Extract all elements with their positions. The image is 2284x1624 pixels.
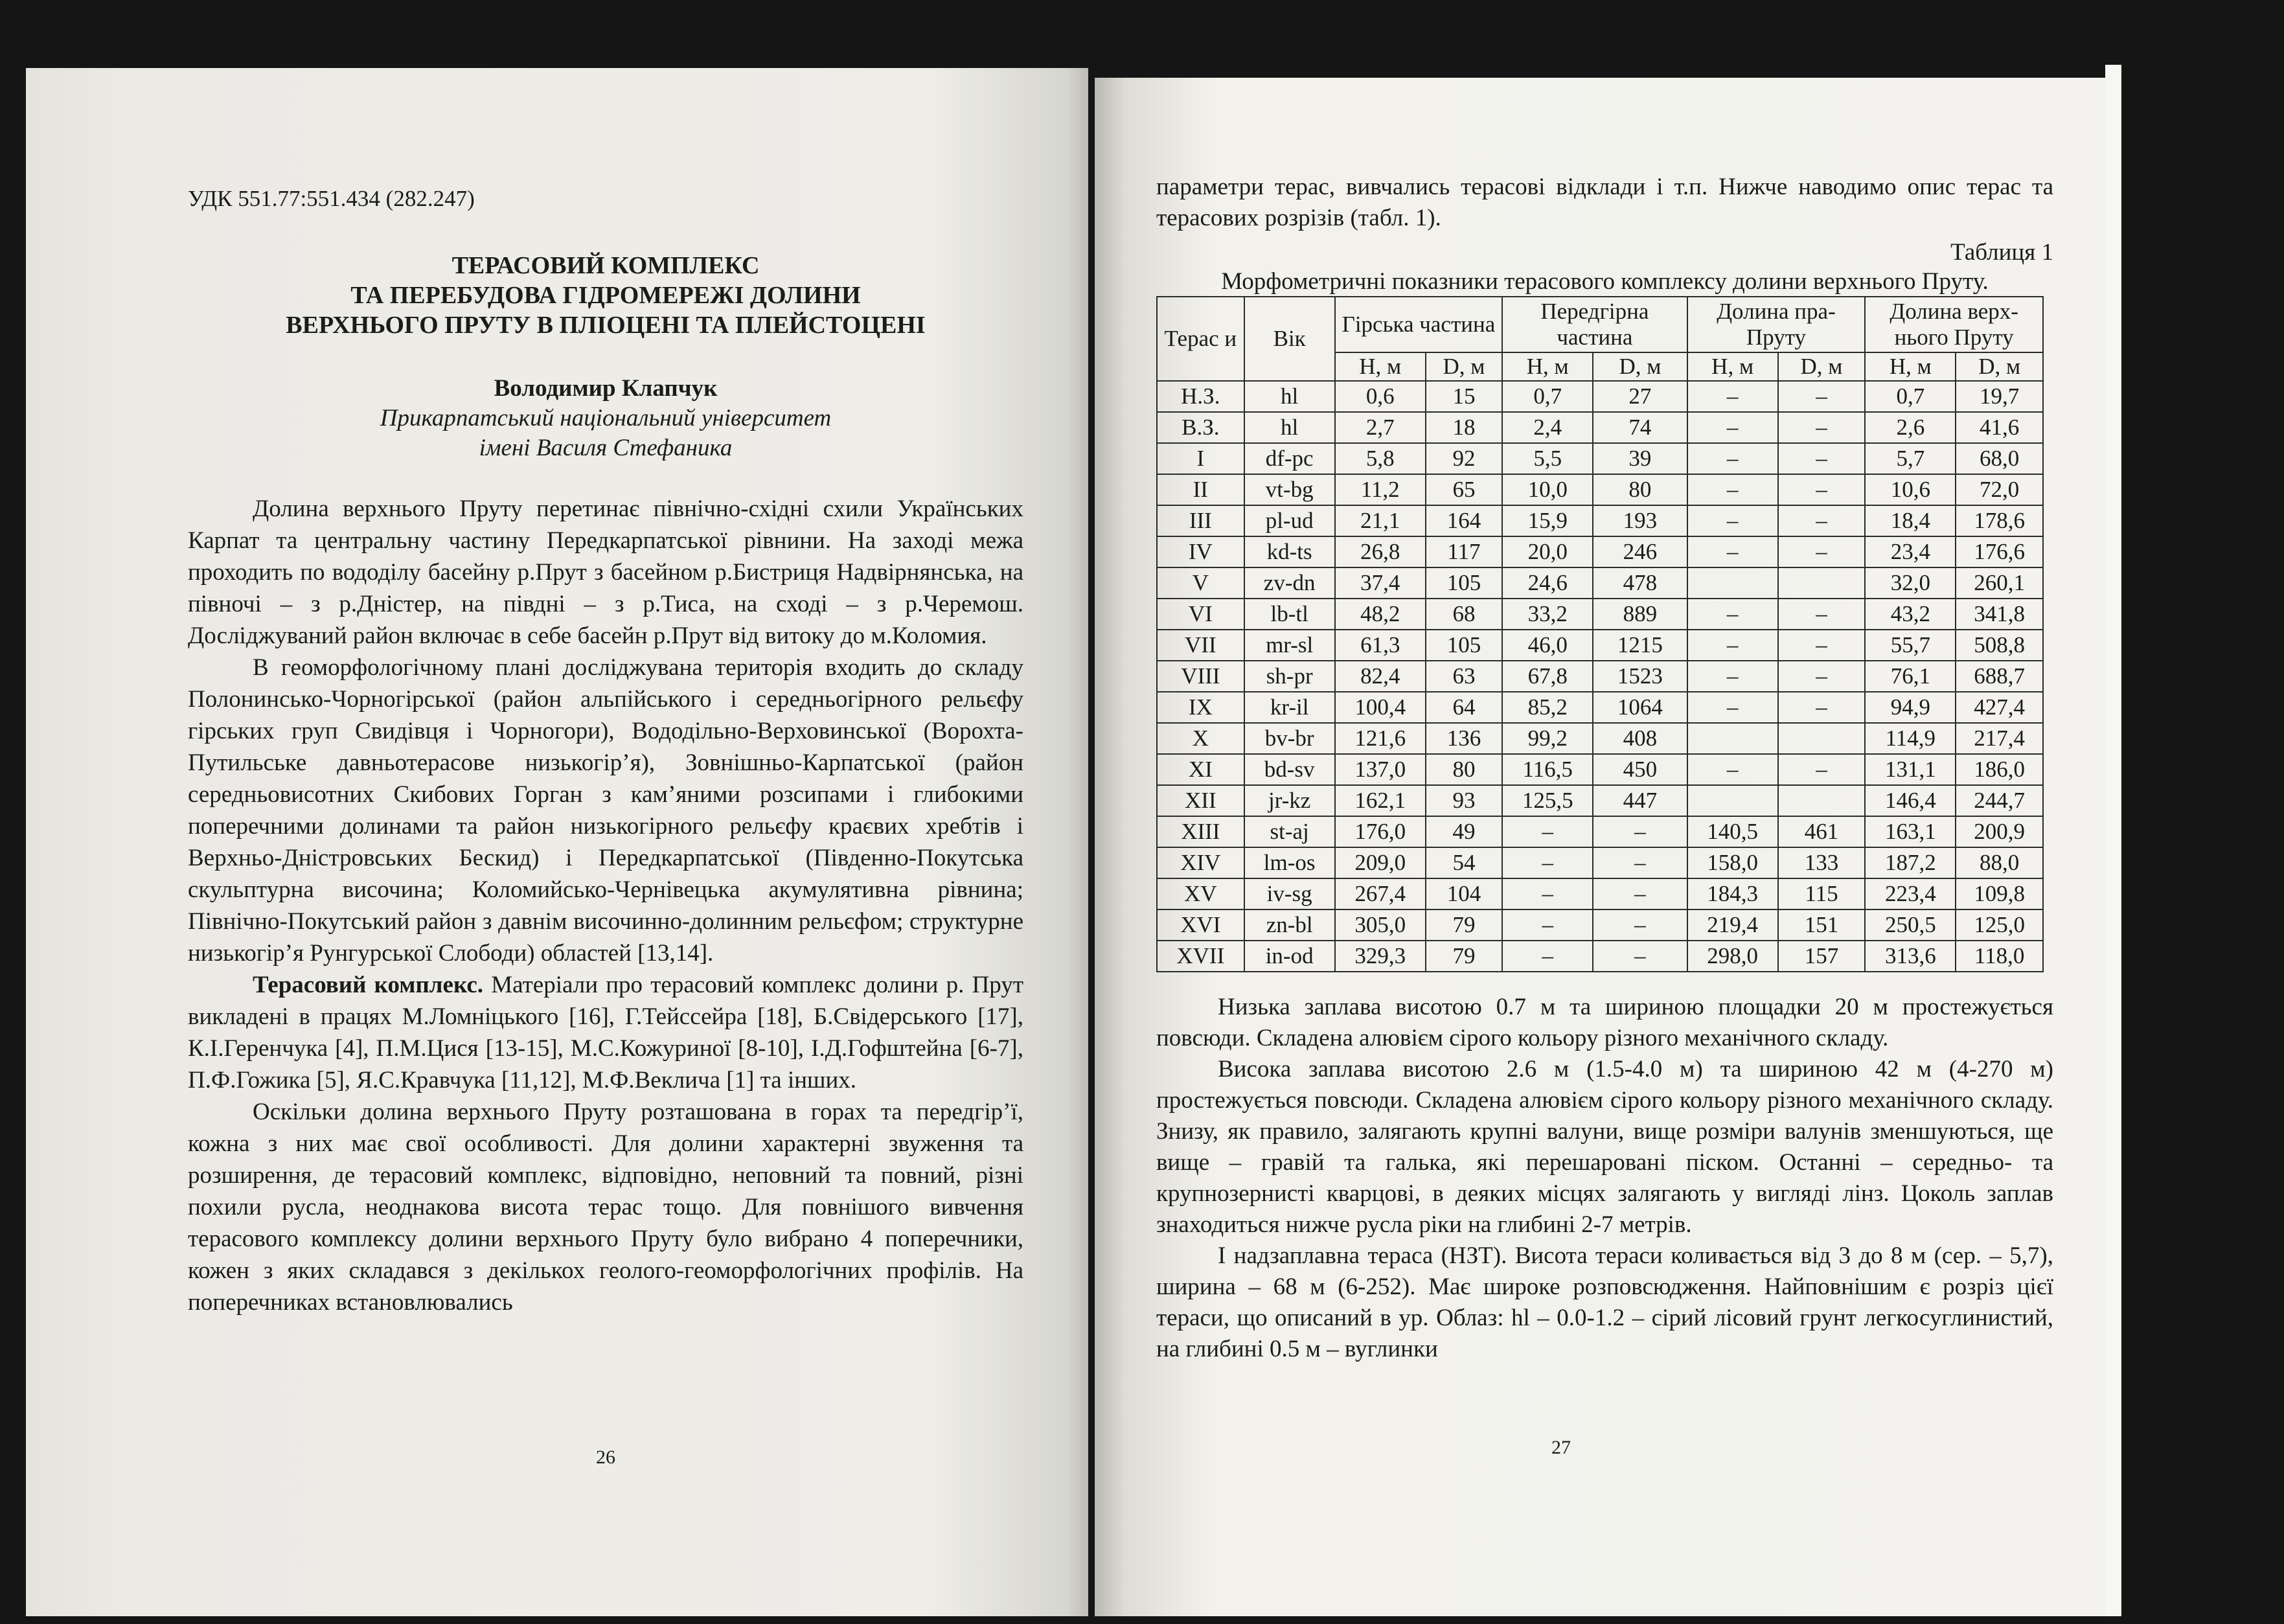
table-cell: 63	[1426, 661, 1502, 692]
paragraph: Висока заплава висотою 2.6 м (1.5-4.0 м) та шириною 42 м (4-270 м) простежується повсюди. Складена алювієм сірого кольору різного механічного складу. Знизу, як правило, залягають крупні валуни, вище розміри валунів зменшуються, ще вище – гравій та галька, які перешаровані піском. Останні – середньо- та крупнозернисті кварцові, в деяких місцях залягають у вигляді лінз. Цоколь заплав знаходиться нижче русла ріки на глибині 2-7 метрів.	[1156, 1056, 2053, 1238]
table-row	[1157, 785, 2043, 816]
table-row	[1157, 505, 2043, 536]
table-cell: XI	[1157, 754, 1244, 785]
table-cell: –	[1778, 692, 1866, 723]
table-cell: bd-sv	[1244, 754, 1335, 785]
table-row	[1157, 692, 2043, 723]
table-cell: VI	[1157, 599, 1244, 630]
table-cell: 23,4	[1865, 536, 1956, 567]
table-cell: –	[1502, 941, 1593, 972]
table-cell: 21,1	[1335, 505, 1426, 536]
table-cell: 889	[1593, 599, 1687, 630]
table-cell: 39	[1593, 443, 1687, 474]
table-cell: 5,7	[1865, 443, 1956, 474]
table-cell: 250,5	[1865, 909, 1956, 941]
affiliation-line: імені Василя Стефаника	[479, 435, 733, 461]
table-cell: 27	[1593, 381, 1687, 412]
book-edge	[2105, 65, 2121, 1616]
table-cell: 163,1	[1865, 816, 1956, 847]
table-cell: 94,9	[1865, 692, 1956, 723]
title-line: ВЕРХНЬОГО ПРУТУ В ПЛІОЦЕНІ ТА ПЛЕЙСТОЦЕНІ	[286, 312, 926, 339]
paragraph: Низька заплава висотою 0.7 м та шириною площадки 20 м простежується повсюди. Складена алювієм сірого кольору різного механічного складу.	[1156, 994, 2053, 1051]
table-cell: 305,0	[1335, 909, 1426, 941]
table-cell: –	[1593, 816, 1687, 847]
table-cell: df-pc	[1244, 443, 1335, 474]
table-cell: 49	[1426, 816, 1502, 847]
table-cell: 0,7	[1502, 381, 1593, 412]
table-cell: V	[1157, 567, 1244, 599]
table-cell: 105	[1426, 567, 1502, 599]
table-cell: 187,2	[1865, 847, 1956, 878]
affiliation-line: Прикарпатський національний університет	[380, 405, 832, 431]
table-cell: 158,0	[1687, 847, 1778, 878]
table-cell: 121,6	[1335, 723, 1426, 754]
table-cell: 88,0	[1956, 847, 2043, 878]
table-cell: 137,0	[1335, 754, 1426, 785]
table-cell: iv-sg	[1244, 878, 1335, 909]
table-cell: 217,4	[1956, 723, 2043, 754]
header-group: Долина верх-нього Пруту	[1865, 297, 2043, 352]
table-cell: 5,8	[1335, 443, 1426, 474]
table-cell: XII	[1157, 785, 1244, 816]
table-cell: 116,5	[1502, 754, 1593, 785]
header-sub: D, м	[1778, 352, 1866, 381]
table-cell: 5,5	[1502, 443, 1593, 474]
table-cell: 65	[1426, 474, 1502, 505]
paragraph: Долина верхнього Пруту перетинає північно-східні схили Українських Карпат та центральну частину Передкарпатської рівнини. На заході межа проходить по вододілу басейну р.Прут з басейном р.Бистриця Надвірнянська, на півночі – з р.Дністер, на півдні – з р.Тиса, на сході – з р.Черемош. Досліджуваний район включає в себе басейн р.Прут від витоку до м.Коломия.	[188, 496, 1023, 649]
table-cell: 105	[1426, 630, 1502, 661]
paragraph: В геоморфологічному плані досліджувана територія входить до складу Полонинсько-Чорногірської (район альпійського і середньогірного рельєфу гірських груп Свидівця і Чорногори), Вододільно-Верховинської (Ворохта-Путильське давньотерасове низькогір’я), Зовнішньо-Карпатської (район середньовисотних Скибових Горган з кам’яними розсипами і глибокими поперечними долинами та район низькогірного рельєфу краєвих хребтів і Верхньо-Дністровських Бескид) і Передкарпатської (Південно-Покутська скульптурна височина; Коломийсько-Чернівецька акумулятивна рівнина; Північно-Покутський район з давнім височинно-долинним рельєфом; структурне низькогір’я Рунгурської Слободи) областей [13,14].	[188, 654, 1023, 966]
table-cell: 37,4	[1335, 567, 1426, 599]
table-cell: –	[1687, 692, 1778, 723]
paragraph	[188, 969, 1023, 1096]
table-row	[1157, 443, 2043, 474]
table-cell: –	[1502, 909, 1593, 941]
table-cell: lm-os	[1244, 847, 1335, 878]
table-cell: 176,6	[1956, 536, 2043, 567]
header-sub: Н, м	[1335, 352, 1426, 381]
table-cell: 136	[1426, 723, 1502, 754]
table-row	[1157, 816, 2043, 847]
table-cell: 162,1	[1335, 785, 1426, 816]
table-row	[1157, 754, 2043, 785]
table-cell: 10,6	[1865, 474, 1956, 505]
table-cell: –	[1593, 878, 1687, 909]
paragraph: Оскільки долина верхнього Пруту розташована в горах та передгір’ї, кожна з них має свої особливості. Для долини характерні звуження та розширення, де терасовий комплекс, відповідно, неповний та повний, різні похили русла, неоднакова висота терас тощо. Для повнішого вивчення терасового комплексу долини верхнього Пруту було вибрано 4 поперечники, кожен з яких складався з декількох геолого-геоморфологічних профілів. На поперечниках встановлювались	[188, 1099, 1023, 1316]
table-cell: XIV	[1157, 847, 1244, 878]
table-cell: 15,9	[1502, 505, 1593, 536]
table-cell: –	[1687, 505, 1778, 536]
table-cell: 109,8	[1956, 878, 2043, 909]
table-cell: 329,3	[1335, 941, 1426, 972]
table-cell: 92	[1426, 443, 1502, 474]
table-cell: 114,9	[1865, 723, 1956, 754]
table-cell	[1687, 567, 1778, 599]
table-body	[1157, 381, 2043, 972]
table-row	[1157, 941, 2043, 972]
header-group: Долина пра-Пруту	[1687, 297, 1866, 352]
table-cell: 133	[1778, 847, 1866, 878]
table-cell: 1064	[1593, 692, 1687, 723]
table-cell: 41,6	[1956, 412, 2043, 443]
table-cell: –	[1687, 630, 1778, 661]
table-cell: 140,5	[1687, 816, 1778, 847]
table-cell: 688,7	[1956, 661, 2043, 692]
table-cell: 131,1	[1865, 754, 1956, 785]
table-cell: –	[1593, 909, 1687, 941]
table-cell: 125,0	[1956, 909, 2043, 941]
table-cell: –	[1593, 941, 1687, 972]
table-cell: zv-dn	[1244, 567, 1335, 599]
table-cell: –	[1778, 474, 1866, 505]
table-row	[1157, 599, 2043, 630]
table-cell: –	[1778, 754, 1866, 785]
table-title: Морфометричні показники терасового комплексу долини верхнього Пруту.	[1221, 268, 1989, 295]
table-cell: 1215	[1593, 630, 1687, 661]
table-cell: IX	[1157, 692, 1244, 723]
table-row	[1157, 536, 2043, 567]
table-cell	[1778, 723, 1866, 754]
table-caption: Таблиця 1	[1950, 239, 2053, 266]
table-cell: 209,0	[1335, 847, 1426, 878]
table-cell: 104	[1426, 878, 1502, 909]
table-cell: 1523	[1593, 661, 1687, 692]
table-cell: III	[1157, 505, 1244, 536]
table-row	[1157, 474, 2043, 505]
table-cell: 15	[1426, 381, 1502, 412]
table-row	[1157, 381, 2043, 412]
table-cell: 408	[1593, 723, 1687, 754]
table-cell: XIII	[1157, 816, 1244, 847]
table-cell: 125,5	[1502, 785, 1593, 816]
table-cell: 18,4	[1865, 505, 1956, 536]
table-cell: –	[1593, 847, 1687, 878]
table-cell: vt-bg	[1244, 474, 1335, 505]
table-cell: 176,0	[1335, 816, 1426, 847]
table-cell: 80	[1593, 474, 1687, 505]
table-row	[1157, 412, 2043, 443]
table-cell: В.З.	[1157, 412, 1244, 443]
table-cell: XVI	[1157, 909, 1244, 941]
table-row	[1157, 878, 2043, 909]
table-cell: 223,4	[1865, 878, 1956, 909]
table-cell: 2,7	[1335, 412, 1426, 443]
table-cell: hl	[1244, 381, 1335, 412]
table-row	[1157, 567, 2043, 599]
table-cell: –	[1502, 847, 1593, 878]
table-cell: 200,9	[1956, 816, 2043, 847]
header-sub: Н, м	[1687, 352, 1778, 381]
table-cell: 2,6	[1865, 412, 1956, 443]
table-cell: 0,6	[1335, 381, 1426, 412]
affiliation	[188, 404, 1023, 463]
table-cell: –	[1502, 878, 1593, 909]
table-cell	[1687, 723, 1778, 754]
table-cell: VIII	[1157, 661, 1244, 692]
header-sub: D, м	[1593, 352, 1687, 381]
table-cell: II	[1157, 474, 1244, 505]
table-row	[1157, 723, 2043, 754]
table-cell: –	[1778, 412, 1866, 443]
title-line: ТА ПЕРЕБУДОВА ГІДРОМЕРЕЖІ ДОЛИНИ	[350, 282, 861, 309]
header-sub: Н, м	[1502, 352, 1593, 381]
table-cell: kr-il	[1244, 692, 1335, 723]
table-cell: 79	[1426, 909, 1502, 941]
table-cell: 450	[1593, 754, 1687, 785]
table-cell: 85,2	[1502, 692, 1593, 723]
table-cell: –	[1778, 505, 1866, 536]
table-cell: –	[1687, 381, 1778, 412]
table-cell: I	[1157, 443, 1244, 474]
table-cell: 48,2	[1335, 599, 1426, 630]
table-cell: 146,4	[1865, 785, 1956, 816]
table-row	[1157, 847, 2043, 878]
table-cell: 26,8	[1335, 536, 1426, 567]
table-cell: zn-bl	[1244, 909, 1335, 941]
table-cell: –	[1687, 536, 1778, 567]
table-cell: –	[1687, 661, 1778, 692]
table-cell: 82,4	[1335, 661, 1426, 692]
table-cell: XV	[1157, 878, 1244, 909]
table-cell: 186,0	[1956, 754, 2043, 785]
table-cell: hl	[1244, 412, 1335, 443]
table-cell: mr-sl	[1244, 630, 1335, 661]
table-cell: VII	[1157, 630, 1244, 661]
table-cell: st-aj	[1244, 816, 1335, 847]
table-cell: 79	[1426, 941, 1502, 972]
header-sub: Н, м	[1865, 352, 1956, 381]
table-cell: X	[1157, 723, 1244, 754]
table-cell: 61,3	[1335, 630, 1426, 661]
table-cell: in-od	[1244, 941, 1335, 972]
table-cell: 298,0	[1687, 941, 1778, 972]
table-cell: –	[1778, 599, 1866, 630]
table-cell: 68	[1426, 599, 1502, 630]
table-cell: 246	[1593, 536, 1687, 567]
table-cell: 244,7	[1956, 785, 2043, 816]
table-cell: 55,7	[1865, 630, 1956, 661]
table-cell: –	[1687, 443, 1778, 474]
table-cell: 46,0	[1502, 630, 1593, 661]
table-cell: Н.З.	[1157, 381, 1244, 412]
table-cell: 508,8	[1956, 630, 2043, 661]
table-cell: 19,7	[1956, 381, 2043, 412]
table-cell: 260,1	[1956, 567, 2043, 599]
table-cell: 184,3	[1687, 878, 1778, 909]
udk-code: УДК 551.77:551.434 (282.247)	[188, 186, 475, 211]
table-cell: 32,0	[1865, 567, 1956, 599]
table-cell: lb-tl	[1244, 599, 1335, 630]
table-cell: 33,2	[1502, 599, 1593, 630]
table-cell: 0,7	[1865, 381, 1956, 412]
table-cell: 118,0	[1956, 941, 2043, 972]
table-cell: –	[1687, 412, 1778, 443]
table-row	[1157, 909, 2043, 941]
table-cell: 164	[1426, 505, 1502, 536]
table-cell: 219,4	[1687, 909, 1778, 941]
table-cell: 341,8	[1956, 599, 2043, 630]
table-cell: pl-ud	[1244, 505, 1335, 536]
table-row	[1157, 661, 2043, 692]
table-cell: –	[1778, 381, 1866, 412]
table-cell: 24,6	[1502, 567, 1593, 599]
table-cell: 267,4	[1335, 878, 1426, 909]
left-page	[26, 68, 1088, 1616]
table-cell: 43,2	[1865, 599, 1956, 630]
table-cell: 74	[1593, 412, 1687, 443]
table-cell: –	[1687, 754, 1778, 785]
table-cell: 2,4	[1502, 412, 1593, 443]
table-cell: 115	[1778, 878, 1866, 909]
table-cell: jr-kz	[1244, 785, 1335, 816]
author-name: Володимир Клапчук	[494, 375, 718, 402]
table-cell: –	[1687, 474, 1778, 505]
header-age: Вік	[1244, 297, 1335, 381]
header-sub: D, м	[1426, 352, 1502, 381]
table-cell: 313,6	[1865, 941, 1956, 972]
table-cell: 151	[1778, 909, 1866, 941]
article-title	[188, 251, 1023, 340]
morphometric-table	[1156, 296, 2044, 972]
table-cell: sh-pr	[1244, 661, 1335, 692]
table-cell: 100,4	[1335, 692, 1426, 723]
table-cell: IV	[1157, 536, 1244, 567]
header-group: Передгірна частина	[1502, 297, 1687, 352]
table-cell: 99,2	[1502, 723, 1593, 754]
table-cell: 157	[1778, 941, 1866, 972]
header-group: Гірська частина	[1335, 297, 1503, 352]
table-cell: 427,4	[1956, 692, 2043, 723]
page-number: 27	[1551, 1437, 1571, 1458]
table-cell: bv-br	[1244, 723, 1335, 754]
table-cell: 461	[1778, 816, 1866, 847]
table-cell: 18	[1426, 412, 1502, 443]
page-number: 26	[596, 1447, 615, 1468]
table-cell: –	[1687, 599, 1778, 630]
table-cell: 80	[1426, 754, 1502, 785]
table-cell: –	[1778, 443, 1866, 474]
table-cell: 67,8	[1502, 661, 1593, 692]
table-cell: –	[1778, 536, 1866, 567]
table-cell: 20,0	[1502, 536, 1593, 567]
header-sub: D, м	[1956, 352, 2043, 381]
paragraph: І надзаплавна тераса (НЗТ). Висота тераси коливається від 3 до 8 м (сер. – 5,7), ширина – 68 м (6-252). Має широке розповсюдження. Найповнішим є розріз цієї тераси, що описаний в ур. Облаз: hl – 0.0-1.2 – сірий лісовий грунт легкосуглинистий, на глибині 0.5 м – вуглинки	[1156, 1242, 2053, 1362]
header-terrace: Терас и	[1157, 297, 1244, 381]
paragraph: параметри терас, вивчались терасові відклади і т.п. Нижче наводимо опис терас та терасових розрізів (табл. 1).	[1156, 174, 2053, 231]
table-cell: 10,0	[1502, 474, 1593, 505]
table-cell: 93	[1426, 785, 1502, 816]
table-cell: 54	[1426, 847, 1502, 878]
section-heading: Терасовий комплекс.	[253, 972, 484, 998]
paragraph-text: Матеріали про терасовий комплекс долини р. Прут викладені в працях М.Ломніцького [16], Г.Тейссейра [18], Б.Свідерського [17], К.І.Геренчука [4], П.М.Цися [13-15], М.С.Кожуриної [8-10], І.Д.Гофштейна [6-7], П.Ф.Гожика [5], Я.С.Кравчука [11,12], М.Ф.Веклича [1] та інших.	[188, 972, 1023, 1093]
table-cell: XVII	[1157, 941, 1244, 972]
table-cell	[1778, 785, 1866, 816]
table-cell	[1778, 567, 1866, 599]
table-cell: 76,1	[1865, 661, 1956, 692]
table-cell: 64	[1426, 692, 1502, 723]
table-cell: 193	[1593, 505, 1687, 536]
table-cell: 447	[1593, 785, 1687, 816]
table-row	[1157, 630, 2043, 661]
table-cell: –	[1778, 661, 1866, 692]
table-cell: –	[1502, 816, 1593, 847]
table-cell	[1687, 785, 1778, 816]
title-line: ТЕРАСОВИЙ КОМПЛЕКС	[451, 252, 760, 279]
table-cell: 478	[1593, 567, 1687, 599]
table-cell: 72,0	[1956, 474, 2043, 505]
table-cell: –	[1778, 630, 1866, 661]
table-cell: 68,0	[1956, 443, 2043, 474]
table-cell: kd-ts	[1244, 536, 1335, 567]
table-cell: 117	[1426, 536, 1502, 567]
right-page	[1095, 78, 2105, 1616]
table-cell: 11,2	[1335, 474, 1426, 505]
table-cell: 178,6	[1956, 505, 2043, 536]
